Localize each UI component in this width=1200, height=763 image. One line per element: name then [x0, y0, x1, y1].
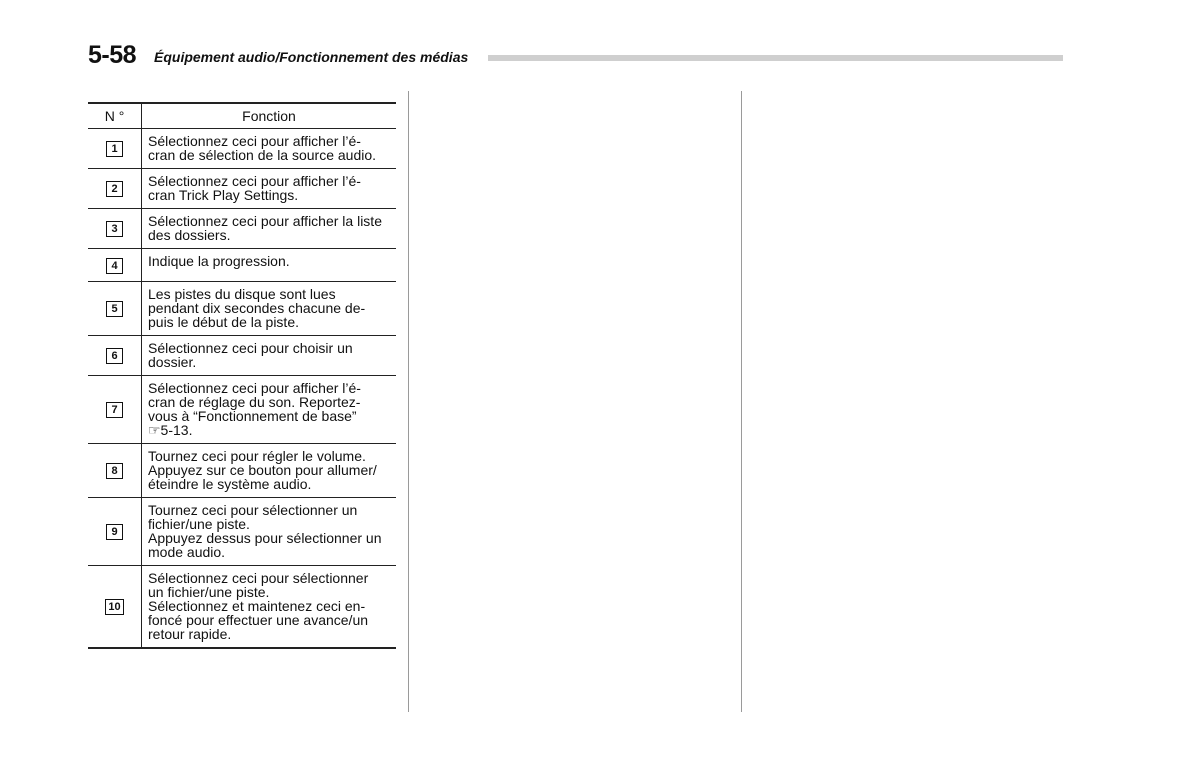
- table-row: [88, 336, 396, 376]
- function-description: Sélectionnez ceci pour afficher l’é- cran de réglage du son. Reportez- vous à “Fonctionnement de base” ☞5-13.: [148, 380, 361, 438]
- function-column-header: Fonction: [142, 103, 397, 129]
- function-description: Sélectionnez ceci pour choisir un dossier.: [148, 340, 353, 370]
- callout-number: 3: [106, 221, 123, 237]
- callout-number: 8: [106, 463, 123, 479]
- function-description: Les pistes du disque sont lues pendant dix secondes chacune de- puis le début de la piste.: [148, 286, 366, 330]
- callout-number: 5: [106, 301, 123, 317]
- table-row: [88, 209, 396, 249]
- callout-number: 2: [106, 181, 123, 197]
- column-divider: [741, 91, 742, 712]
- function-description: Tournez ceci pour régler le volume. Appuyez sur ce bouton pour allumer/ éteindre le système audio.: [148, 448, 377, 492]
- callout-number: 10: [105, 599, 123, 615]
- table-row: [88, 249, 396, 282]
- function-description: Sélectionnez ceci pour afficher l’é- cran de sélection de la source audio.: [148, 133, 377, 163]
- column-divider: [408, 91, 409, 712]
- table-header-row: [88, 103, 396, 129]
- function-description: Sélectionnez ceci pour afficher l’é- cran Trick Play Settings.: [148, 173, 361, 203]
- callout-number: 9: [106, 524, 123, 540]
- table-row: [88, 282, 396, 336]
- function-description: Sélectionnez ceci pour afficher la liste des dossiers.: [148, 213, 382, 243]
- callout-number: 6: [106, 348, 123, 364]
- page-number: 5-58: [88, 41, 137, 69]
- callout-number: 4: [106, 258, 123, 274]
- callout-number: 1: [106, 141, 123, 157]
- table-row: [88, 498, 396, 566]
- table-row: [88, 444, 396, 498]
- function-description: Tournez ceci pour sélectionner un fichier/une piste. Appuyez dessus pour sélectionner un mode audio.: [148, 502, 382, 560]
- function-table: [88, 102, 396, 649]
- function-description: Sélectionnez ceci pour sélectionner un fichier/une piste. Sélectionnez et maintenez ceci en- foncé pour effectuer une avance/un retour rapide.: [148, 570, 369, 642]
- table-row: [88, 376, 396, 444]
- table-row: [88, 169, 396, 209]
- callout-number: 7: [106, 402, 123, 418]
- table-row: [88, 129, 396, 169]
- header-rule: [488, 55, 1063, 61]
- section-title: Équipement audio/Fonctionnement des médias: [154, 49, 469, 65]
- table-body: [88, 129, 396, 649]
- table-row: [88, 566, 396, 649]
- function-description: Indique la progression.: [148, 253, 290, 269]
- number-column-header: N °: [88, 103, 142, 129]
